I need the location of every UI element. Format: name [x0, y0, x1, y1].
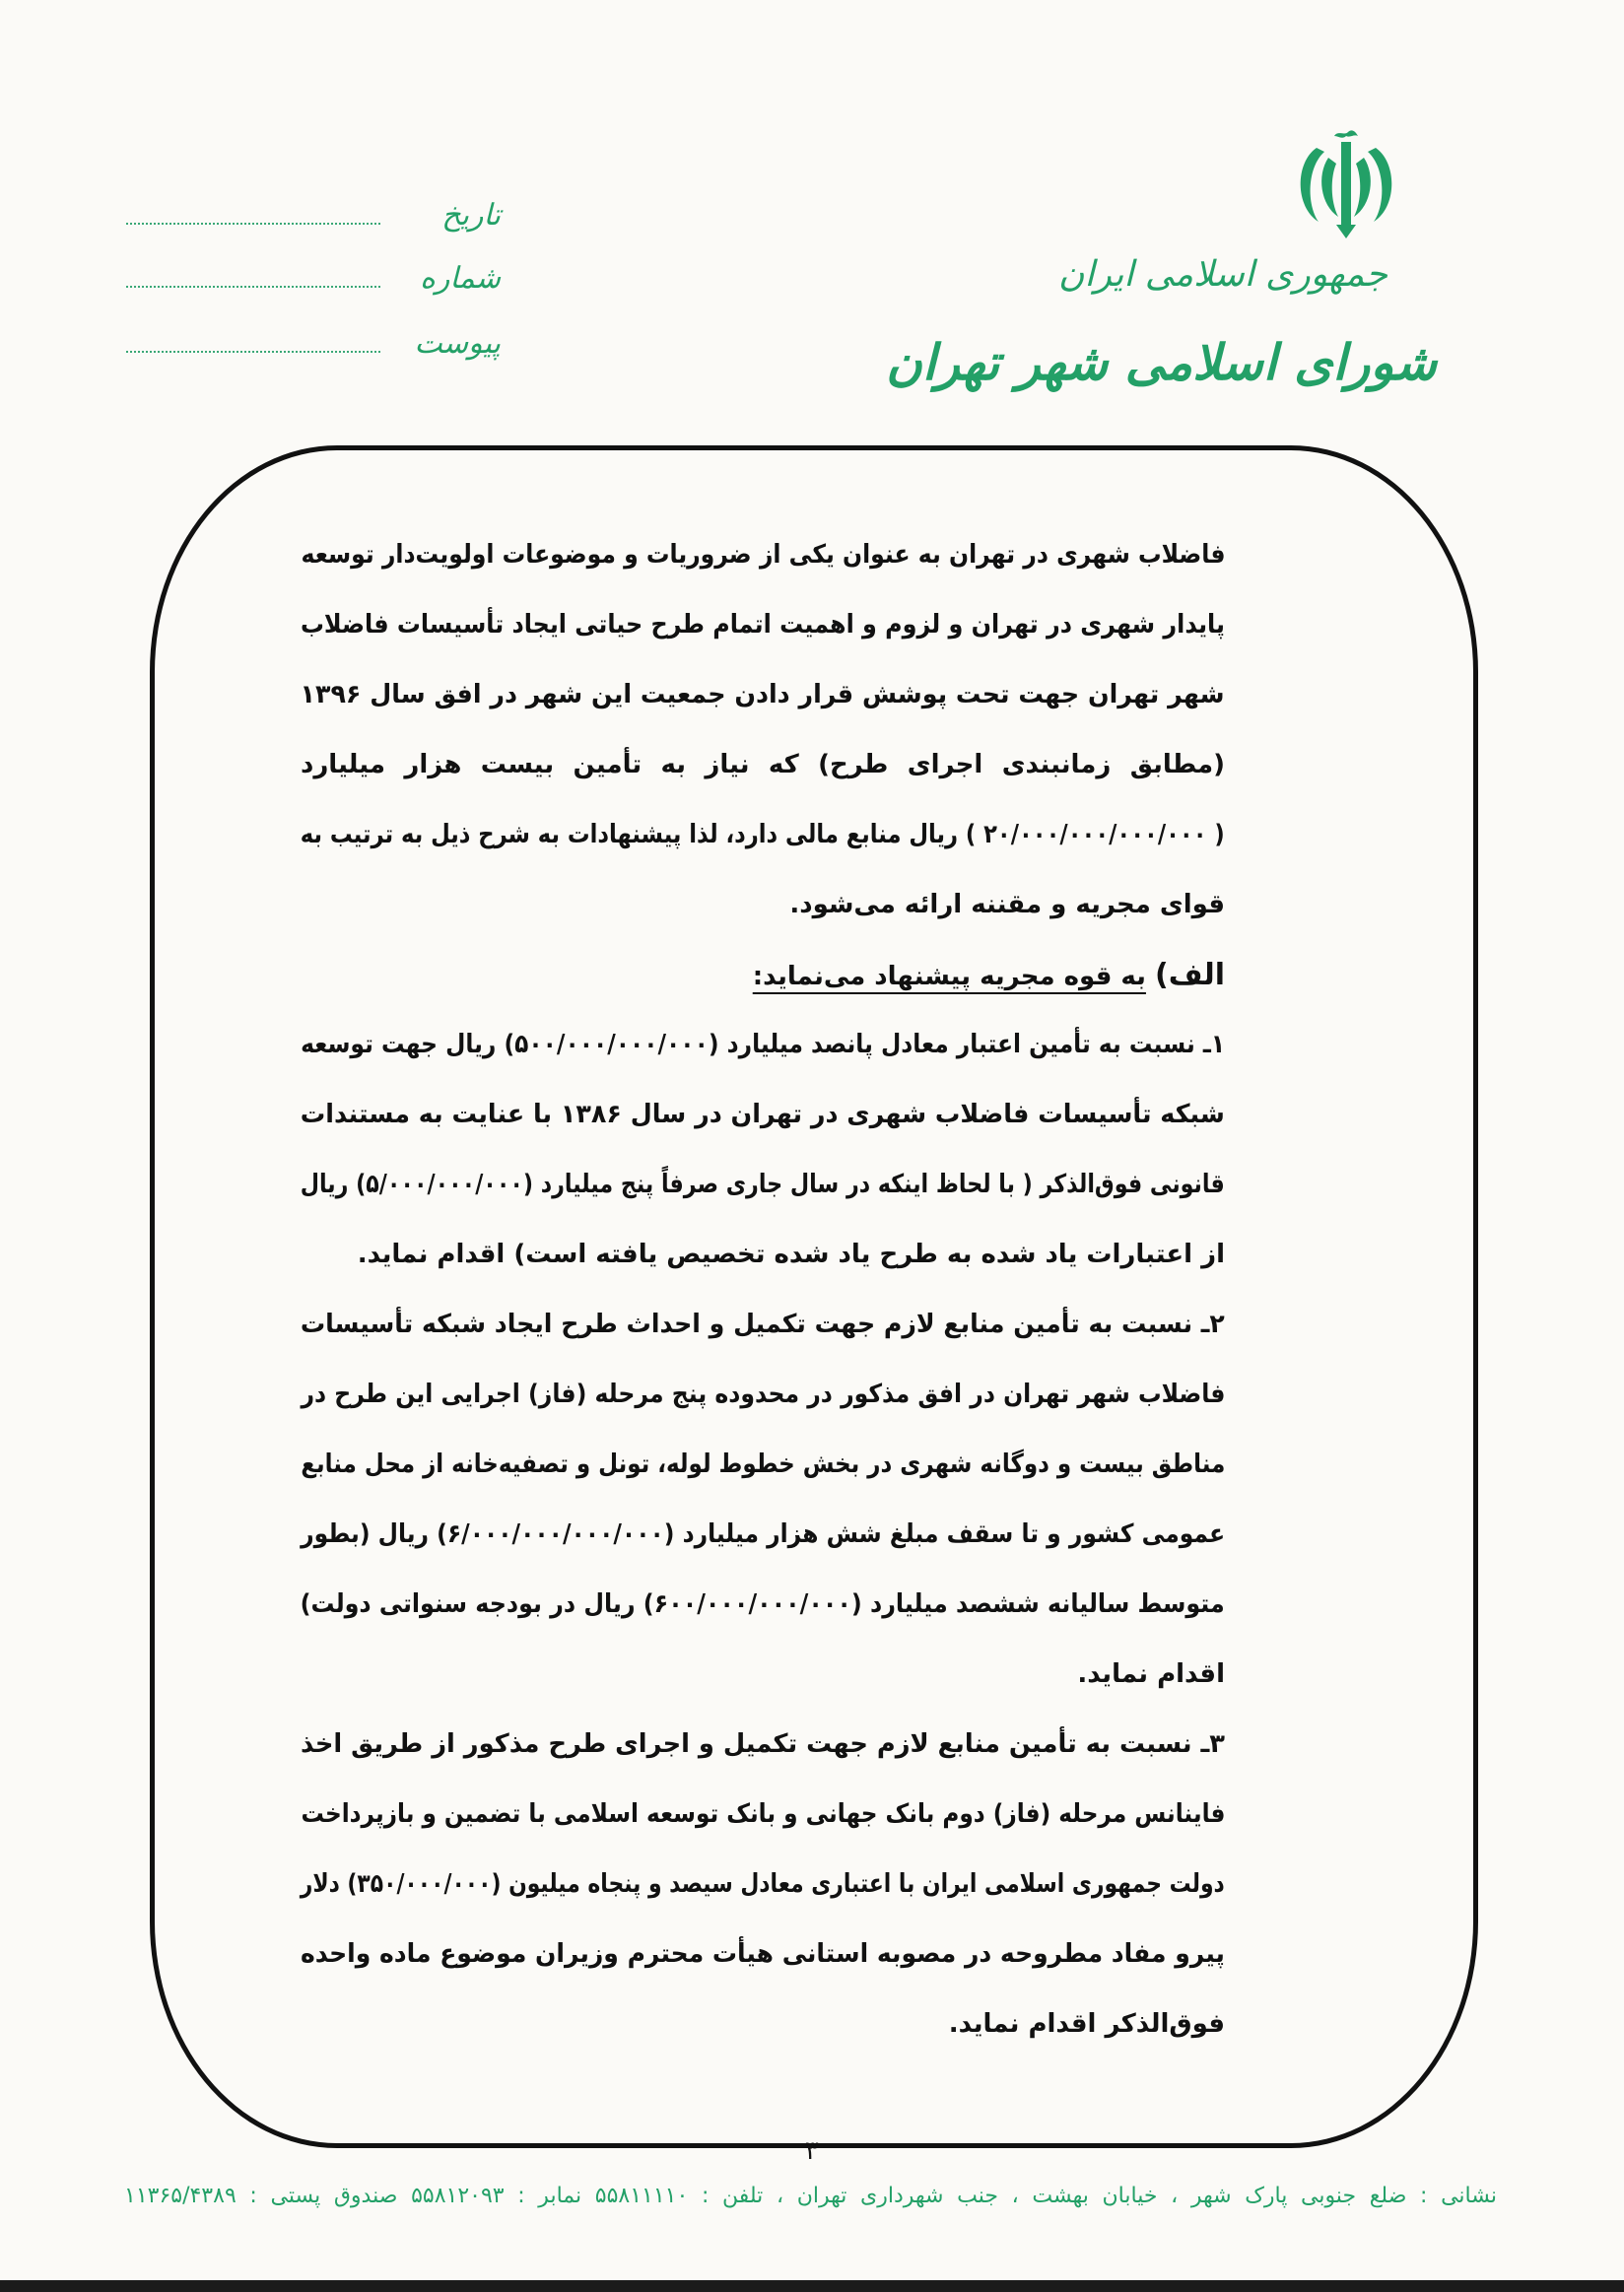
- date-label: تاریخ: [441, 198, 501, 233]
- organization-name: شورای اسلامی شهر تهران: [886, 333, 1437, 391]
- item3-line: فاینانس مرحله (فاز) دوم بانک جهانی و بانک توسعه اسلامی با تضمین و بازپرداخت: [301, 1799, 1225, 1829]
- date-field: [126, 197, 501, 236]
- intro-line: پایدار شهری در تهران و لزوم و اهمیت اتمام طرح حیاتی ایجاد تأسیسات فاضلاب: [301, 610, 1225, 640]
- letter-body: [301, 520, 1225, 2059]
- country-name: جمهوری اسلامی ایران: [1058, 254, 1387, 295]
- page-number: ۳: [805, 2136, 819, 2166]
- item1-line: ۱ـ نسبت به تأمین اعتبار معادل پانصد میلیارد (۵۰۰/۰۰۰/۰۰۰/۰۰۰) ریال جهت توسعه: [301, 1030, 1225, 1059]
- intro-line: قوای مجریه و مقننه ارائه می‌شود.: [789, 890, 1225, 919]
- intro-line: ( ۲۰/۰۰۰/۰۰۰/۰۰۰/۰۰۰ ) ریال منابع مالی دارد، لذا پیشنهادات به شرح ذیل به ترتیب به: [301, 820, 1225, 849]
- item2-line: ۲ـ نسبت به تأمین منابع لازم جهت تکمیل و احداث طرح ایجاد شبکه تأسیسات: [301, 1310, 1225, 1339]
- intro-line: (مطابق زمانبندی اجرای طرح) که نیاز به تأمین بیست هزار میلیارد: [301, 750, 1225, 779]
- item1-line: شبکه تأسیسات فاضلاب شهری در تهران در سال ۱۳۸۶ با عنایت به مستندات: [301, 1100, 1225, 1129]
- scan-edge: [0, 2280, 1624, 2292]
- item2-line: متوسط سالیانه ششصد میلیارد (۶۰۰/۰۰۰/۰۰۰/۰۰۰) ریال در بودجه سنواتی دولت): [301, 1589, 1225, 1619]
- intro-line: شهر تهران جهت تحت پوشش قرار دادن جمعیت این شهر در افق سال ۱۳۹۶: [301, 680, 1225, 709]
- item3-line: فوق‌الذکر اقدام نماید.: [948, 2009, 1225, 2039]
- item1-line: قانونی فوق‌الذکر ( با لحاظ اینکه در سال جاری صرفاً پنج میلیارد (۵/۰۰۰/۰۰۰/۰۰۰) ریال: [301, 1170, 1225, 1199]
- heading-text: به قوه مجریه پیشنهاد می‌نماید:: [752, 962, 1146, 991]
- item2-line: اقدام نماید.: [1077, 1659, 1225, 1689]
- item3-line: ۳ـ نسبت به تأمین منابع لازم جهت تکمیل و اجرای طرح مذکور از طریق اخذ: [301, 1729, 1225, 1759]
- number-label: شماره: [420, 261, 501, 296]
- item3-line: پیرو مفاد مطروحه در مصوبه استانی هیأت محترم وزیران موضوع ماده واحده: [301, 1939, 1225, 1969]
- item2-line: عمومی کشور و تا سقف مبلغ شش هزار میلیارد (۶/۰۰۰/۰۰۰/۰۰۰/۰۰۰) ریال (بطور: [301, 1519, 1225, 1549]
- footer-address: نشانی : ضلع جنوبی پارک شهر ، خیابان بهشت ، جنب شهرداری تهران ، تلفن : ۵۵۸۱۱۱۱۰ نمابر : ۵۵۸۱۲۰۹۳ صندوق پستی : ۱۱۳۶۵/۴۳۸۹: [124, 2184, 1497, 2208]
- section-heading: [301, 940, 1225, 1010]
- item2-line: فاضلاب شهر تهران در افق مذکور در محدوده پنج مرحله (فاز) اجرایی این طرح در: [301, 1380, 1225, 1409]
- item2-line: مناطق بیست و دوگانه شهری در بخش خطوط لوله، تونل و تصفیه‌خانه از محل منابع: [301, 1449, 1225, 1479]
- heading-marker: الف): [1155, 958, 1225, 992]
- number-dotted-line: [126, 286, 380, 288]
- attachment-dotted-line: [126, 351, 380, 353]
- number-field: [126, 260, 501, 300]
- intro-line: فاضلاب شهری در تهران به عنوان یکی از ضروریات و موضوعات اولویت‌دار توسعه: [301, 540, 1225, 570]
- item1-line: از اعتبارات یاد شده به طرح یاد شده تخصیص یافته است) اقدام نماید.: [357, 1240, 1225, 1269]
- date-dotted-line: [126, 223, 380, 225]
- attachment-label: پیوست: [414, 326, 501, 361]
- attachment-field: [126, 325, 501, 365]
- item3-line: دولت جمهوری اسلامی ایران با اعتباری معادل سیصد و پنجاه میلیون (۳۵۰/۰۰۰/۰۰۰) دلار: [301, 1869, 1225, 1899]
- iran-emblem-icon: [1287, 128, 1405, 241]
